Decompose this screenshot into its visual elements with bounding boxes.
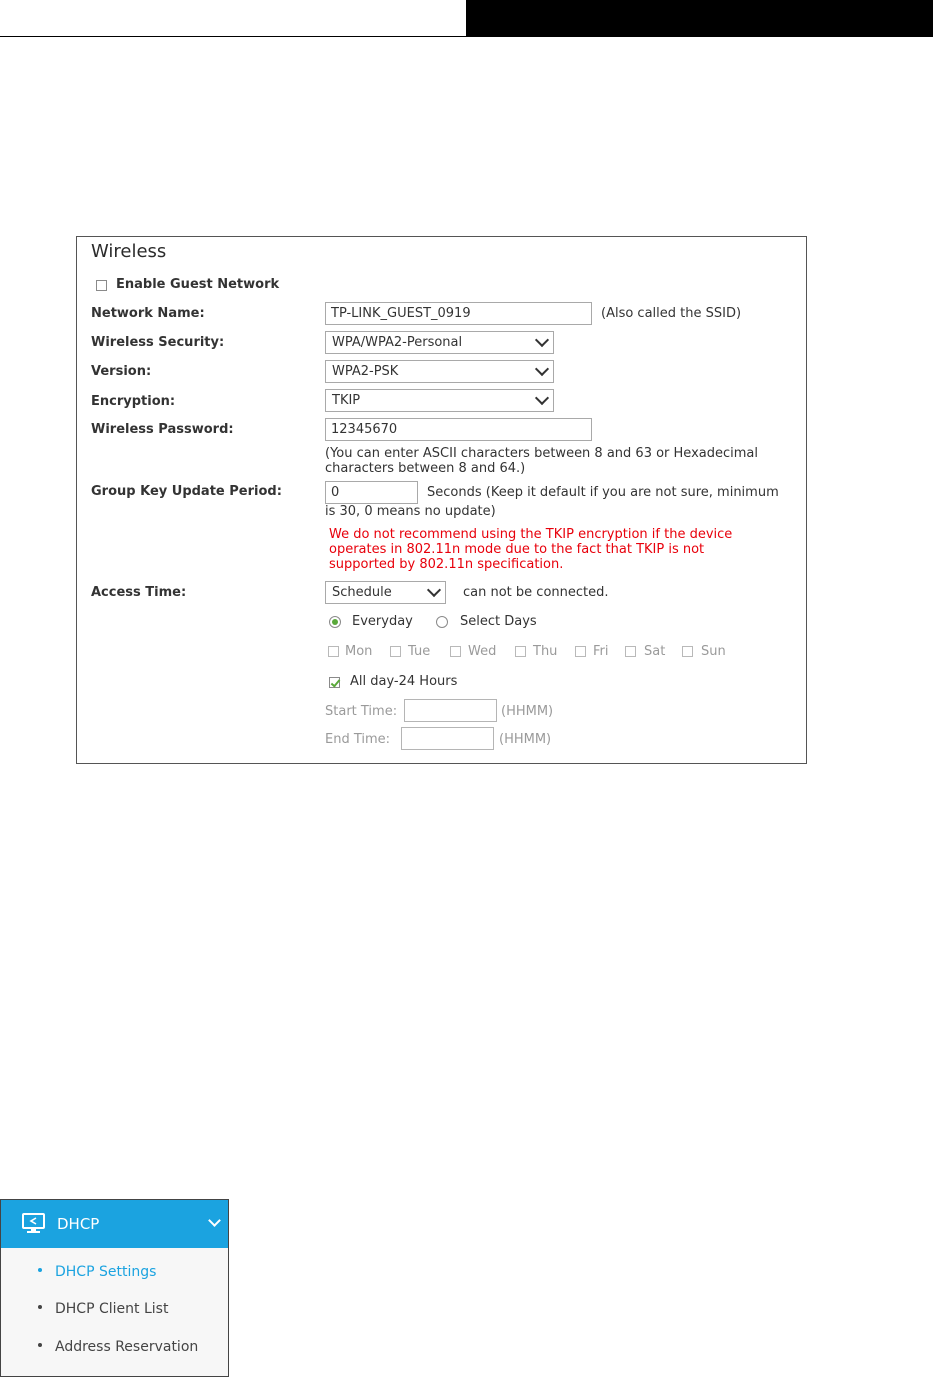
password-hint [325, 446, 758, 476]
header-rule [0, 36, 470, 37]
tkip-warning [329, 527, 732, 572]
access-time-label: Access Time: [91, 585, 187, 600]
day-sun-checkbox[interactable] [682, 646, 693, 657]
select-days-label: Select Days [460, 614, 537, 629]
menu-item-dhcp-settings[interactable] [38, 1264, 156, 1280]
start-time-input[interactable] [404, 699, 497, 722]
chevron-down-icon[interactable] [208, 1214, 221, 1227]
everyday-radio[interactable] [329, 616, 341, 628]
network-name-label: Network Name: [91, 306, 205, 321]
enable-guest-checkbox[interactable] [96, 280, 107, 291]
enable-guest-label: Enable Guest Network [116, 277, 280, 292]
bullet-icon [38, 1305, 42, 1309]
wireless-security-select[interactable] [325, 331, 554, 354]
menu-item-address-reservation[interactable] [38, 1339, 198, 1355]
ssid-note: (Also called the SSID) [601, 306, 742, 321]
wireless-panel [76, 236, 807, 764]
encryption-select[interactable] [325, 389, 554, 412]
access-time-select[interactable] [325, 581, 446, 604]
header-bar [466, 0, 933, 37]
end-time-input[interactable] [401, 727, 494, 750]
end-time-format: (HHMM) [499, 732, 552, 747]
bullet-icon [38, 1268, 42, 1272]
all-day-checkbox[interactable] [329, 677, 340, 688]
wireless-password-label: Wireless Password: [91, 422, 234, 437]
day-tue-label: Tue [408, 644, 431, 659]
dhcp-menu-title: DHCP [57, 1215, 100, 1233]
access-time-value: Schedule [332, 585, 392, 600]
version-label: Version: [91, 364, 152, 379]
start-time-label: Start Time: [325, 704, 398, 719]
password-hint-line2: characters between 8 and 64.) [325, 461, 526, 476]
start-time-format: (HHMM) [501, 704, 554, 719]
day-mon-label: Mon [345, 644, 373, 659]
chevron-down-icon [427, 583, 441, 597]
password-hint-line1: (You can enter ASCII characters between 8 and 63 or Hexadecimal [325, 446, 758, 461]
network-name-input[interactable]: TP-LINK_GUEST_0919 [325, 302, 592, 325]
chevron-down-icon [535, 391, 549, 405]
day-sat-label: Sat [644, 644, 666, 659]
day-sat-checkbox[interactable] [625, 646, 636, 657]
tkip-warning-line1: We do not recommend using the TKIP encryption if the device [329, 527, 733, 542]
end-time-label: End Time: [325, 732, 391, 747]
tkip-warning-line3: supported by 802.11n specification. [329, 557, 564, 572]
day-thu-label: Thu [533, 644, 558, 659]
day-sun-label: Sun [701, 644, 726, 659]
panel-title: Wireless [91, 241, 167, 262]
everyday-label: Everyday [352, 614, 413, 629]
dhcp-menu-header[interactable] [1, 1200, 228, 1248]
menu-item-label: Address Reservation [55, 1339, 199, 1355]
encryption-label: Encryption: [91, 394, 176, 409]
dhcp-menu [0, 1199, 229, 1377]
wireless-security-label: Wireless Security: [91, 335, 225, 350]
select-days-radio[interactable] [436, 616, 448, 628]
group-key-hint-line1: Seconds (Keep it default if you are not sure, minimum [427, 485, 779, 500]
dhcp-monitor-icon [22, 1213, 46, 1237]
day-wed-checkbox[interactable] [450, 646, 461, 657]
day-wed-label: Wed [468, 644, 497, 659]
menu-item-label: DHCP Client List [55, 1301, 169, 1317]
tkip-warning-line2: operates in 802.11n mode due to the fact that TKIP is not [329, 542, 705, 557]
menu-item-label: DHCP Settings [55, 1264, 157, 1280]
day-thu-checkbox[interactable] [515, 646, 526, 657]
chevron-down-icon [535, 362, 549, 376]
version-select[interactable] [325, 360, 554, 383]
wireless-security-value: WPA/WPA2-Personal [332, 335, 463, 350]
menu-item-dhcp-client-list[interactable] [38, 1301, 168, 1317]
day-mon-checkbox[interactable] [328, 646, 339, 657]
wireless-password-input[interactable]: 12345670 [325, 418, 592, 441]
access-time-suffix: can not be connected. [463, 585, 609, 600]
day-fri-checkbox[interactable] [575, 646, 586, 657]
day-fri-label: Fri [593, 644, 609, 659]
version-value: WPA2-PSK [332, 364, 399, 379]
group-key-label: Group Key Update Period: [91, 484, 282, 499]
bullet-icon [38, 1343, 42, 1347]
all-day-label: All day-24 Hours [350, 674, 458, 689]
day-tue-checkbox[interactable] [390, 646, 401, 657]
chevron-down-icon [535, 333, 549, 347]
group-key-hint-line2: is 30, 0 means no update) [325, 504, 496, 519]
group-key-input[interactable]: 0 [325, 481, 418, 504]
encryption-value: TKIP [332, 393, 361, 408]
